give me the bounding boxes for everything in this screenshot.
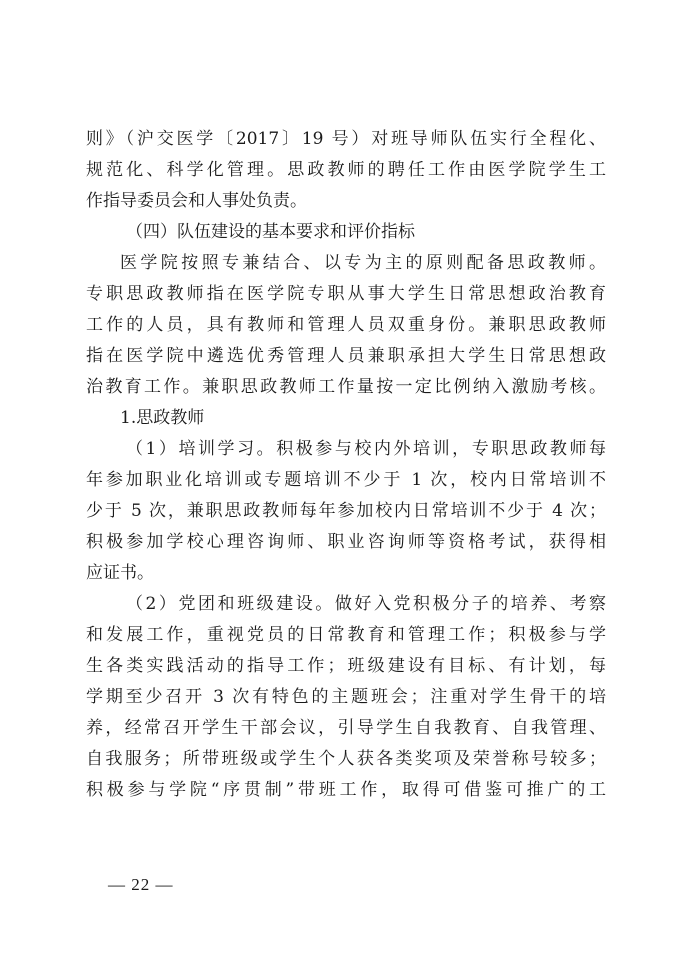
text-line: 治教育工作。兼职思政教师工作量按一定比例纳入激励考核。 bbox=[86, 377, 606, 397]
text-line: 养，经常召开学生干部会议，引导学生自我教育、自我管理、 bbox=[86, 718, 606, 738]
text-line: 学期至少召开 3 次有特色的主题班会；注重对学生骨干的培 bbox=[86, 687, 606, 707]
text-line: 则》（沪交医学〔2017〕19 号）对班导师队伍实行全程化、 bbox=[86, 129, 606, 149]
text-line: 积极参与学院“序贯制”带班工作，取得可借鉴可推广的工 bbox=[86, 780, 606, 800]
page-number: — 22 — bbox=[108, 875, 174, 894]
text-line: 自我服务；所带班级或学生个人获各类奖项及荣誉称号较多； bbox=[86, 749, 606, 769]
text-line: 专职思政教师指在医学院专职从事大学生日常思想政治教育 bbox=[86, 284, 606, 304]
text-line: 指在医学院中遴选优秀管理人员兼职承担大学生日常思想政 bbox=[86, 346, 606, 366]
document-body bbox=[86, 124, 606, 806]
text-line: 生各类实践活动的指导工作；班级建设有目标、有计划，每 bbox=[86, 656, 606, 676]
text-line: 年参加职业化培训或专题培训不少于 1 次，校内日常培训不 bbox=[86, 470, 606, 490]
section-heading: （四）队伍建设的基本要求和评价指标 bbox=[126, 222, 415, 242]
text-line: 少于 5 次，兼职思政教师每年参加校内日常培训不少于 4 次； bbox=[86, 501, 606, 521]
text-line: 和发展工作，重视党员的日常教育和管理工作；积极参与学 bbox=[86, 625, 606, 645]
subsection-heading: 1.思政教师 bbox=[120, 408, 205, 428]
text-line: 作指导委员会和人事处负责。 bbox=[86, 191, 307, 211]
text-line: 医学院按照专兼结合、以专为主的原则配备思政教师。 bbox=[120, 253, 606, 273]
text-line: （1）培训学习。积极参与校内外培训，专职思政教师每 bbox=[126, 439, 606, 459]
text-line: 工作的人员，具有教师和管理人员双重身份。兼职思政教师 bbox=[86, 315, 606, 335]
text-line: 应证书。 bbox=[86, 563, 154, 583]
text-line: 规范化、科学化管理。思政教师的聘任工作由医学院学生工 bbox=[86, 160, 606, 180]
text-line: （2）党团和班级建设。做好入党积极分子的培养、考察 bbox=[126, 594, 606, 614]
text-line: 积极参加学校心理咨询师、职业咨询师等资格考试，获得相 bbox=[86, 532, 606, 552]
